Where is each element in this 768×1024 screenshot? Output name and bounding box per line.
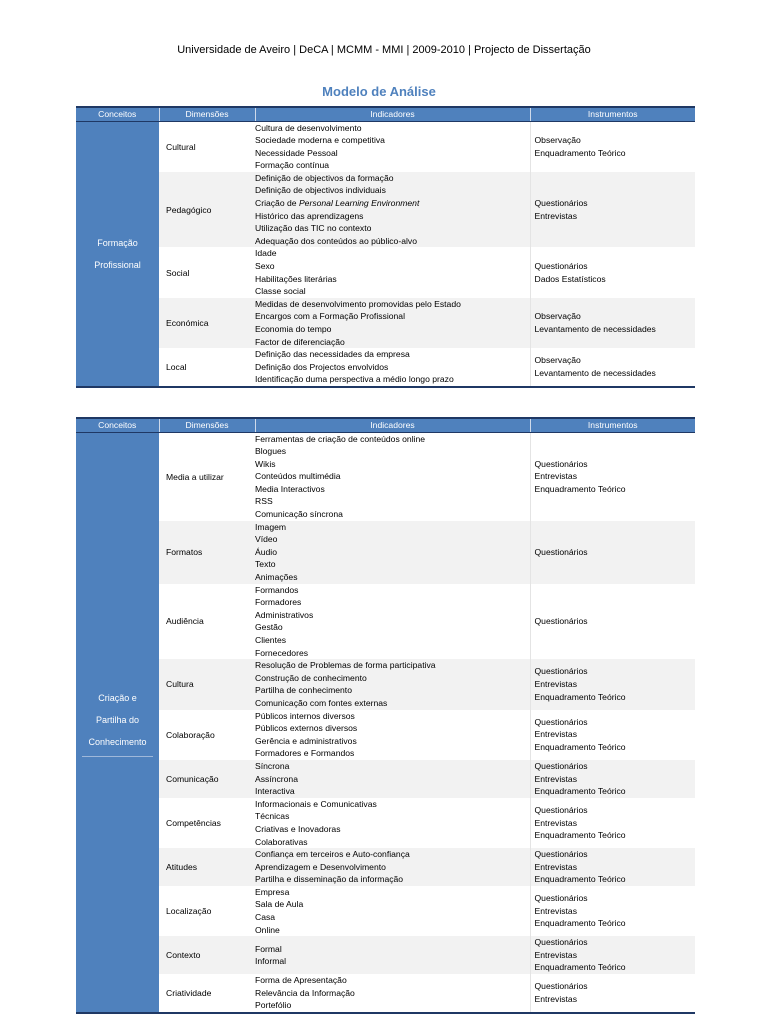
indicator-item: Construção de conhecimento <box>255 672 367 683</box>
indicator-item: Públicos externos diversos <box>255 723 358 734</box>
indicator-item: Necessidade Pessoal <box>255 147 338 158</box>
indicators-cell <box>255 710 530 760</box>
dimension-cell: Económica <box>159 298 255 348</box>
indicators-cell <box>255 432 530 521</box>
table-row <box>76 298 695 348</box>
instruments-cell <box>530 521 695 584</box>
dimension-cell: Atitudes <box>159 848 255 886</box>
indicator-item: Criativas e Inovadoras <box>255 823 341 834</box>
dimension-cell: Pedagógico <box>159 172 255 248</box>
instruments-cell <box>530 172 695 248</box>
instrument-item: Entrevistas <box>534 993 578 1004</box>
instrument-item: Questionários <box>534 716 588 727</box>
table-row <box>76 348 695 387</box>
indicator-item: Cultura de desenvolvimento <box>255 122 362 133</box>
indicator-item: Sala de Aula <box>255 899 304 910</box>
dimension-cell: Social <box>166 267 190 278</box>
instrument-item: Entrevistas <box>534 817 578 828</box>
indicator-item: Técnicas <box>255 811 290 822</box>
indicator-item: Sociedade moderna e competitiva <box>255 135 385 146</box>
instruments-cell <box>530 584 695 660</box>
indicator-item: Wikis <box>255 458 276 469</box>
indicator-item: Online <box>255 924 280 935</box>
instruments-cell <box>530 348 695 387</box>
table-row <box>76 172 695 248</box>
table-row <box>76 798 695 848</box>
indicator-item: Administrativos <box>255 609 314 620</box>
indicator-item: Relevância da Informação <box>255 987 355 998</box>
instrument-item: Questionários <box>534 981 588 992</box>
table-row <box>76 521 695 584</box>
instruments-cell <box>530 659 695 709</box>
indicator-item: Vídeo <box>255 534 278 545</box>
concept-label: Criação e <box>98 693 137 704</box>
instrument-item: Questionários <box>534 261 588 272</box>
indicator-item: Interactiva <box>255 786 295 797</box>
indicator-item: Formadores e Formandos <box>255 748 355 759</box>
dimension-cell: Criatividade <box>159 974 255 1013</box>
instrument-item: Enquadramento Teórico <box>534 742 626 753</box>
indicator-item: Histórico das aprendizagens <box>255 210 364 221</box>
indicator-item: Áudio <box>255 546 277 557</box>
indicator-item: Sexo <box>255 261 275 272</box>
indicator-item: Partilha e disseminação da informação <box>255 874 404 885</box>
indicator-item: Partilha de conhecimento <box>255 685 352 696</box>
dimension-cell: Audiência <box>166 616 204 627</box>
column-header-instrumentos: Instrumentos <box>530 107 695 121</box>
indicator-item: Definição de objectivos individuais <box>255 185 386 196</box>
instrument-item: Entrevistas <box>534 773 578 784</box>
indicator-item: Medidas de desenvolvimento promovidas pelo Estado <box>255 298 461 309</box>
indicator-item: RSS <box>255 496 273 507</box>
indicators-cell <box>255 521 530 584</box>
dimension-cell: Media a utilizar <box>166 471 224 482</box>
instrument-item: Enquadramento Teórico <box>534 483 626 494</box>
indicator-item: Gerência e administrativos <box>255 735 357 746</box>
instrument-item: Entrevistas <box>534 905 578 916</box>
indicator-item: Blogues <box>255 446 287 457</box>
instrument-item: Questionários <box>534 616 588 627</box>
indicator-item: Informacionais e Comunicativas <box>255 798 377 809</box>
instrument-item: Questionários <box>534 198 588 209</box>
table-row <box>76 886 695 936</box>
instruments-cell <box>530 432 695 521</box>
indicators-cell <box>255 298 530 348</box>
indicator-item: Forma de Apresentação <box>255 975 347 986</box>
instruments-cell <box>530 936 695 974</box>
column-header-indicadores: Indicadores <box>255 107 530 121</box>
instruments-cell <box>530 710 695 760</box>
instrument-item: Entrevistas <box>534 861 578 872</box>
dimension-cell: Localização <box>166 906 212 917</box>
column-header-indicadores: Indicadores <box>255 418 530 432</box>
dimension-cell: Cultura <box>159 659 255 709</box>
instruments-cell <box>530 848 695 886</box>
instruments-cell <box>530 886 695 936</box>
indicators-cell <box>255 760 530 798</box>
instrument-item: Entrevistas <box>534 471 578 482</box>
table-row <box>76 760 695 798</box>
instrument-item: Questionários <box>534 937 588 948</box>
indicators-cell <box>255 584 530 660</box>
indicator-item: Fornecedores <box>255 647 309 658</box>
indicators-cell <box>255 974 530 1013</box>
instrument-item: Levantamento de necessidades <box>534 368 656 379</box>
indicator-item: Animações <box>255 572 298 583</box>
indicator-item: Media Interactivos <box>255 483 325 494</box>
indicator-item: Assíncrona <box>255 773 298 784</box>
indicator-item: Idade <box>255 248 277 259</box>
indicator-item: Empresa <box>255 886 290 897</box>
instrument-item: Dados Estatísticos <box>534 273 606 284</box>
indicator-item: Criação de Personal Learning Environment <box>255 198 420 209</box>
indicator-item: Imagem <box>255 521 287 532</box>
indicator-item: Formadores <box>255 597 302 608</box>
dimension-cell: Cultural <box>166 141 196 152</box>
indicators-cell <box>255 247 530 297</box>
concept-cell <box>76 432 159 1013</box>
instrument-item: Observação <box>534 355 581 366</box>
table-header-row <box>76 418 695 432</box>
indicator-item: Factor de diferenciação <box>255 336 345 347</box>
indicators-cell <box>255 886 530 936</box>
indicator-item: Definição dos Projectos envolvidos <box>255 361 389 372</box>
indicator-item: Habilitações literárias <box>255 273 337 284</box>
instruments-cell <box>530 974 695 1013</box>
table-row <box>76 121 695 172</box>
indicators-cell <box>255 348 530 387</box>
indicator-item: Texto <box>255 559 276 570</box>
instrument-item: Enquadramento Teórico <box>534 691 626 702</box>
column-header-conceitos: Conceitos <box>76 418 159 432</box>
indicators-cell <box>255 659 530 709</box>
document-header: Universidade de Aveiro | DeCA | MCMM - MMI | 2009-2010 | Projecto de Dissertação <box>177 44 591 56</box>
instrument-item: Entrevistas <box>534 949 578 960</box>
indicator-item: Públicos internos diversos <box>255 710 355 721</box>
concept-label: Profissional <box>94 259 141 270</box>
instrument-item: Enquadramento Teórico <box>534 918 626 929</box>
indicators-cell <box>255 172 530 248</box>
table-row <box>76 974 695 1013</box>
indicator-item: Definição de objectivos da formação <box>255 172 394 183</box>
instrument-item: Levantamento de necessidades <box>534 324 656 334</box>
instrument-item: Questionários <box>534 805 588 816</box>
table-row <box>76 247 695 297</box>
indicator-item: Aprendizagem e Desenvolvimento <box>255 861 386 872</box>
indicator-item: Economia do tempo <box>255 324 332 334</box>
indicator-item: Portefólio <box>255 1000 292 1011</box>
indicators-cell <box>255 121 530 172</box>
page-title: Modelo de Análise <box>322 84 436 99</box>
indicator-item: Confiança em terceiros e Auto-confiança <box>255 849 410 860</box>
column-header-dimensoes: Dimensões <box>159 418 255 432</box>
dimension-cell: Formatos <box>159 521 255 584</box>
instrument-item: Enquadramento Teórico <box>534 786 626 797</box>
dimension-cell: Comunicação <box>159 760 255 798</box>
instrument-item: Entrevistas <box>534 729 578 740</box>
dimension-cell: Contexto <box>159 936 255 974</box>
analysis-table-criacao <box>76 417 695 1014</box>
instrument-item: Enquadramento Teórico <box>534 962 626 973</box>
indicator-item: Colaborativas <box>255 836 308 847</box>
concept-label: Partilha do <box>95 715 140 726</box>
indicator-item: Definição das necessidades da empresa <box>255 349 410 360</box>
concept-label: Formação <box>97 237 138 248</box>
indicator-item: Casa <box>255 912 276 923</box>
table-row <box>76 659 695 709</box>
instrument-item: Enquadramento Teórico <box>534 830 626 841</box>
instrument-item: Questionários <box>534 760 588 771</box>
table-row <box>76 936 695 974</box>
table-row <box>76 710 695 760</box>
instruments-cell <box>530 298 695 348</box>
column-header-dimensoes: Dimensões <box>159 107 255 121</box>
indicator-item: Formação contínua <box>255 160 330 171</box>
table-row <box>76 848 695 886</box>
dimension-cell: Competências <box>166 817 221 828</box>
indicator-item: Gestão <box>255 622 283 633</box>
indicator-item: Comunicação com fontes externas <box>255 697 388 708</box>
indicators-cell <box>255 848 530 886</box>
dimension-cell: Local <box>159 348 255 387</box>
instruments-cell <box>530 798 695 848</box>
concept-cell <box>76 121 159 387</box>
concept-divider <box>82 753 153 757</box>
instruments-cell <box>530 247 695 297</box>
instrument-item: Questionários <box>534 666 588 677</box>
indicator-item: Formal <box>255 943 282 954</box>
indicator-item: Encargos com a Formação Profissional <box>255 311 405 322</box>
dimension-cell: Colaboração <box>166 729 215 740</box>
column-header-instrumentos: Instrumentos <box>530 418 695 432</box>
concept-label: Conhecimento <box>88 737 147 748</box>
instrument-item: Observação <box>534 135 581 146</box>
instrument-item: Entrevistas <box>534 210 578 221</box>
indicator-item: Utilização das TIC no contexto <box>255 223 372 234</box>
indicator-item: Informal <box>255 956 287 967</box>
analysis-table-formacao <box>76 106 695 388</box>
instruments-cell <box>530 121 695 172</box>
instrument-item: Questionários <box>534 546 588 557</box>
column-header-conceitos: Conceitos <box>76 107 159 121</box>
indicator-item: Adequação dos conteúdos ao público-alvo <box>255 235 417 246</box>
table-row <box>76 432 695 521</box>
instrument-item: Enquadramento Teórico <box>534 874 626 885</box>
table-row <box>76 584 695 660</box>
instrument-item: Questionários <box>534 893 588 904</box>
instruments-cell <box>530 760 695 798</box>
indicator-item: Identificação duma perspectiva a médio longo prazo <box>255 374 454 385</box>
indicator-item: Conteúdos multimédia <box>255 471 341 482</box>
indicator-item: Síncrona <box>255 760 290 771</box>
indicator-item: Classe social <box>255 286 306 297</box>
indicator-item: Clientes <box>255 635 287 645</box>
indicator-item: Comunicação síncrona <box>255 509 343 520</box>
indicators-cell <box>255 936 530 974</box>
indicator-item: Formandos <box>255 584 299 595</box>
instrument-item: Questionários <box>534 849 588 860</box>
indicator-item: Ferramentas de criação de conteúdos online <box>255 433 426 444</box>
instrument-item: Questionários <box>534 458 588 469</box>
table-header-row <box>76 107 695 121</box>
instrument-item: Observação <box>534 311 581 322</box>
instrument-item: Enquadramento Teórico <box>534 147 626 158</box>
indicators-cell <box>255 798 530 848</box>
indicator-item: Resolução de Problemas de forma participativa <box>255 660 436 671</box>
instrument-item: Entrevistas <box>534 679 578 690</box>
